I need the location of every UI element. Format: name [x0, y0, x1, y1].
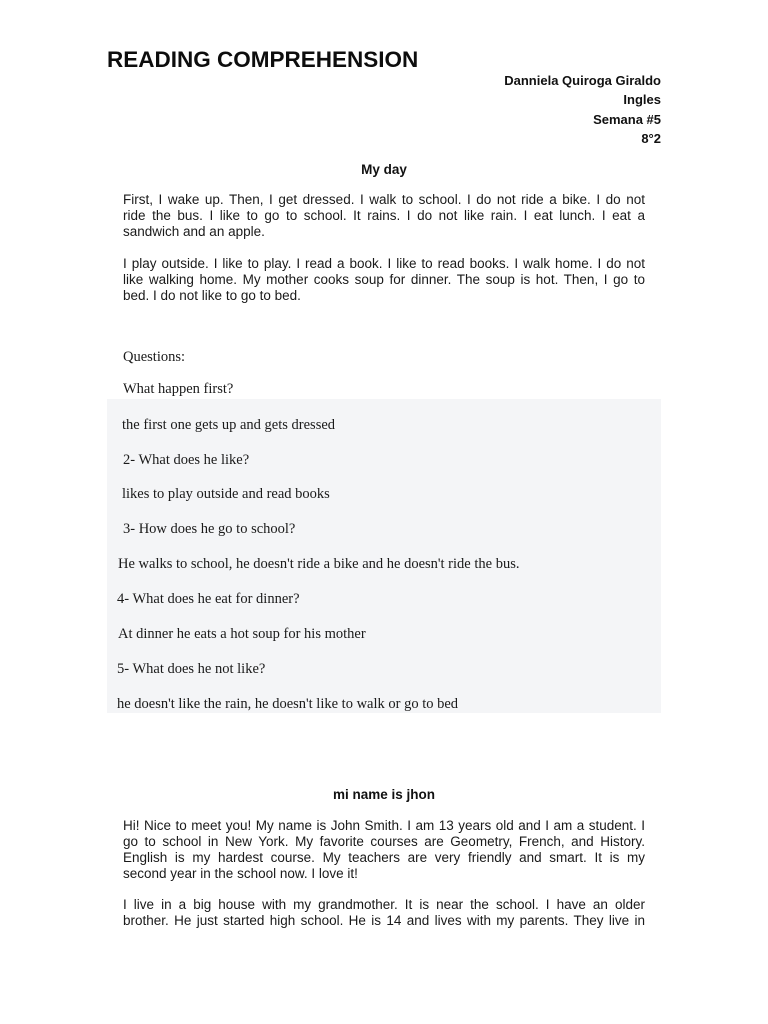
text-line: I live in a big house with my grandmother. It is near the school. I have an older: [123, 897, 645, 912]
text-line: bed. I do not like to go to bed.: [123, 288, 301, 303]
story-2-paragraph-2: [123, 897, 645, 929]
answer-2: likes to play outside and read books: [122, 486, 330, 502]
grade: 8°2: [641, 131, 661, 147]
answer-1: the first one gets up and gets dressed: [122, 417, 336, 433]
question-2: 2- What does he like?: [123, 452, 250, 468]
story-2-title: mi name is jhon: [332, 787, 436, 802]
story-2-paragraph-1: [123, 818, 645, 882]
question-5: 5- What does he not like?: [117, 661, 266, 677]
story-1-paragraph-1: [123, 192, 645, 240]
document-title: READING COMPREHENSION: [107, 47, 419, 72]
answer-3: He walks to school, he doesn't ride a bike and he doesn't ride the bus.: [118, 556, 520, 572]
question-3: 3- How does he go to school?: [123, 521, 296, 537]
questions-heading: Questions:: [123, 349, 186, 365]
text-line: First, I wake up. Then, I get dressed. I walk to school. I do not ride a bike. I do not: [123, 192, 645, 207]
text-line: go to school in New York. My favorite courses are Geometry, French, and History.: [123, 834, 645, 849]
text-line: ride the bus. I like to go to school. It rains. I do not like rain. I eat lunch. I eat a: [123, 208, 645, 223]
subject: Ingles: [623, 92, 661, 108]
answer-5: he doesn't like the rain, he doesn't like to walk or go to bed: [117, 696, 459, 712]
question-4: 4- What does he eat for dinner?: [117, 591, 300, 607]
text-line: like walking home. My mother cooks soup for dinner. The soup is hot. Then, I go to: [123, 272, 645, 287]
answers-panel: [107, 399, 661, 713]
text-line: English is my hardest course. My teachers are very friendly and smart. It is my: [123, 850, 645, 865]
text-line: I play outside. I like to play. I read a book. I like to read books. I walk home. I do not: [123, 256, 645, 271]
story-1-paragraph-2: [123, 256, 645, 304]
student-name: Danniela Quiroga Giraldo: [504, 73, 661, 88]
student-info: [504, 71, 661, 149]
text-line: sandwich and an apple.: [123, 224, 265, 239]
answer-4: At dinner he eats a hot soup for his mother: [118, 626, 366, 642]
week: Semana #5: [593, 111, 661, 127]
text-line: brother. He just started high school. He is 14 and lives with my parents. They live in: [123, 913, 645, 928]
text-line: second year in the school now. I love it!: [123, 866, 358, 881]
text-line: Hi! Nice to meet you! My name is John Smith. I am 13 years old and I am a student. I: [123, 818, 645, 833]
question-1: What happen first?: [123, 381, 234, 397]
story-1-title: My day: [361, 162, 407, 177]
